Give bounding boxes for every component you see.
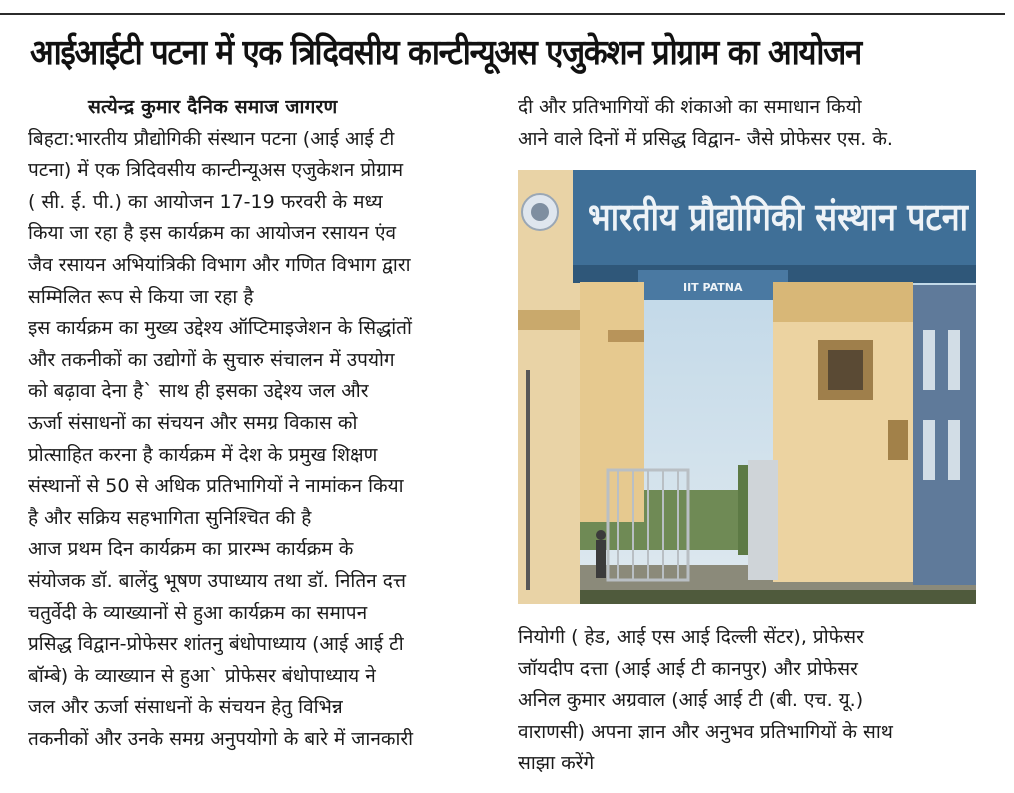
- text-line: प्रोत्साहित करना है कार्यक्रम में देश के प्रमुख शिक्षण: [28, 443, 378, 466]
- text-line: ( सी. ई. पी.) का आयोजन 17-19 फरवरी के मध्य: [28, 190, 383, 213]
- news-photo: [518, 170, 976, 604]
- gate-sign-text: भारतीय प्रौद्योगिकी संस्थान पटना: [588, 195, 969, 239]
- right-column-bottom: [518, 622, 988, 780]
- text-line: दी और प्रतिभागियों की शंकाओ का समाधान कियो: [518, 96, 862, 118]
- text-line: आज प्रथम दिन कार्यक्रम का प्रारम्भ कार्यक्रम के: [28, 538, 354, 561]
- text-line: को बढ़ावा देना है` साथ ही इसका उद्देश्य जल और: [28, 380, 369, 403]
- text-line: जॉयदीप दत्ता (आई आई टी कानपुर) और प्रोफेसर: [518, 657, 858, 680]
- text-line: बॉम्बे) के व्याख्यान से हुआ` प्रोफेसर बंधोपाध्याय ने: [28, 664, 376, 687]
- left-column-text: [28, 124, 498, 756]
- top-rule: [0, 13, 1005, 15]
- text-line: संयोजक डॉ. बालेंदु भूषण उपाध्याय तथा डॉ. नितिन दत्त: [28, 569, 406, 592]
- text-line: जैव रसायन अभियांत्रिकी विभाग और गणित विभाग द्वारा: [28, 253, 411, 276]
- text-line: संस्थानों से 50 से अधिक प्रतिभागियों ने नामांकन किया: [28, 475, 404, 498]
- left-column: [28, 92, 498, 755]
- right-column-top: [518, 92, 988, 155]
- text-line: तकनीकों और उनके समग्र अनुपयोगो के बारे में जानकारी: [28, 727, 414, 750]
- text-line: किया जा रहा है इस कार्यक्रम का आयोजन रसायन एंव: [28, 222, 397, 245]
- text-line: है और सक्रिय सहभागिता सुनिश्चित की है: [28, 506, 312, 529]
- text-line: ऊर्जा संसाधनों का संचयन और समग्र विकास को: [28, 411, 358, 434]
- gate-sub-sign-text: IIT PATNA: [683, 281, 743, 294]
- text-line: नियोगी ( हेड, आई एस आई दिल्ली सेंटर), प्रोफेसर: [518, 626, 864, 648]
- text-line: इस कार्यक्रम का मुख्य उद्देश्य ऑप्टिमाइजेशन के सिद्धांतों: [28, 317, 412, 340]
- text-line: बिहटा:भारतीय प्रौद्योगिकी संस्थान पटना (आई आई टी: [28, 127, 395, 150]
- text-line: और तकनीकों का उद्योगों के सुचारु संचालन में उपयोग: [28, 348, 395, 371]
- iit-patna-gate-photo: [518, 170, 976, 604]
- right-top-text: [518, 92, 988, 155]
- text-line: अनिल कुमार अग्रवाल (आई आई टी (बी. एच. यू.): [518, 689, 864, 712]
- byline: सत्येन्द्र कुमार दैनिक समाज जागरण: [88, 96, 338, 118]
- text-line: आने वाले दिनों में प्रसिद्ध विद्वान- जैसे प्रोफेसर एस. के.: [518, 127, 893, 150]
- right-bottom-text: [518, 622, 988, 780]
- text-line: सम्मिलित रूप से किया जा रहा है: [28, 285, 254, 308]
- headline: आईआईटी पटना में एक त्रिदिवसीय कान्टीन्यूअस एजुकेशन प्रोग्राम का आयोजन: [30, 32, 862, 74]
- text-line: वाराणसी) अपना ज्ञान और अनुभव प्रतिभागियों के साथ: [518, 720, 893, 743]
- text-line: चतुर्वेदी के व्याख्यानों से हुआ कार्यक्रम का समापन: [28, 601, 368, 624]
- text-line: साझा करेंगे: [518, 752, 595, 775]
- text-line: जल और ऊर्जा संसाधनों के संचयन हेतु विभिन्न: [28, 696, 343, 719]
- text-line: पटना) में एक त्रिदिवसीय कान्टीन्यूअस एजुकेशन प्रोग्राम: [28, 159, 404, 182]
- text-line: प्रसिद्ध विद्वान-प्रोफेसर शांतनु बंधोपाध्याय (आई आई टी: [28, 633, 404, 656]
